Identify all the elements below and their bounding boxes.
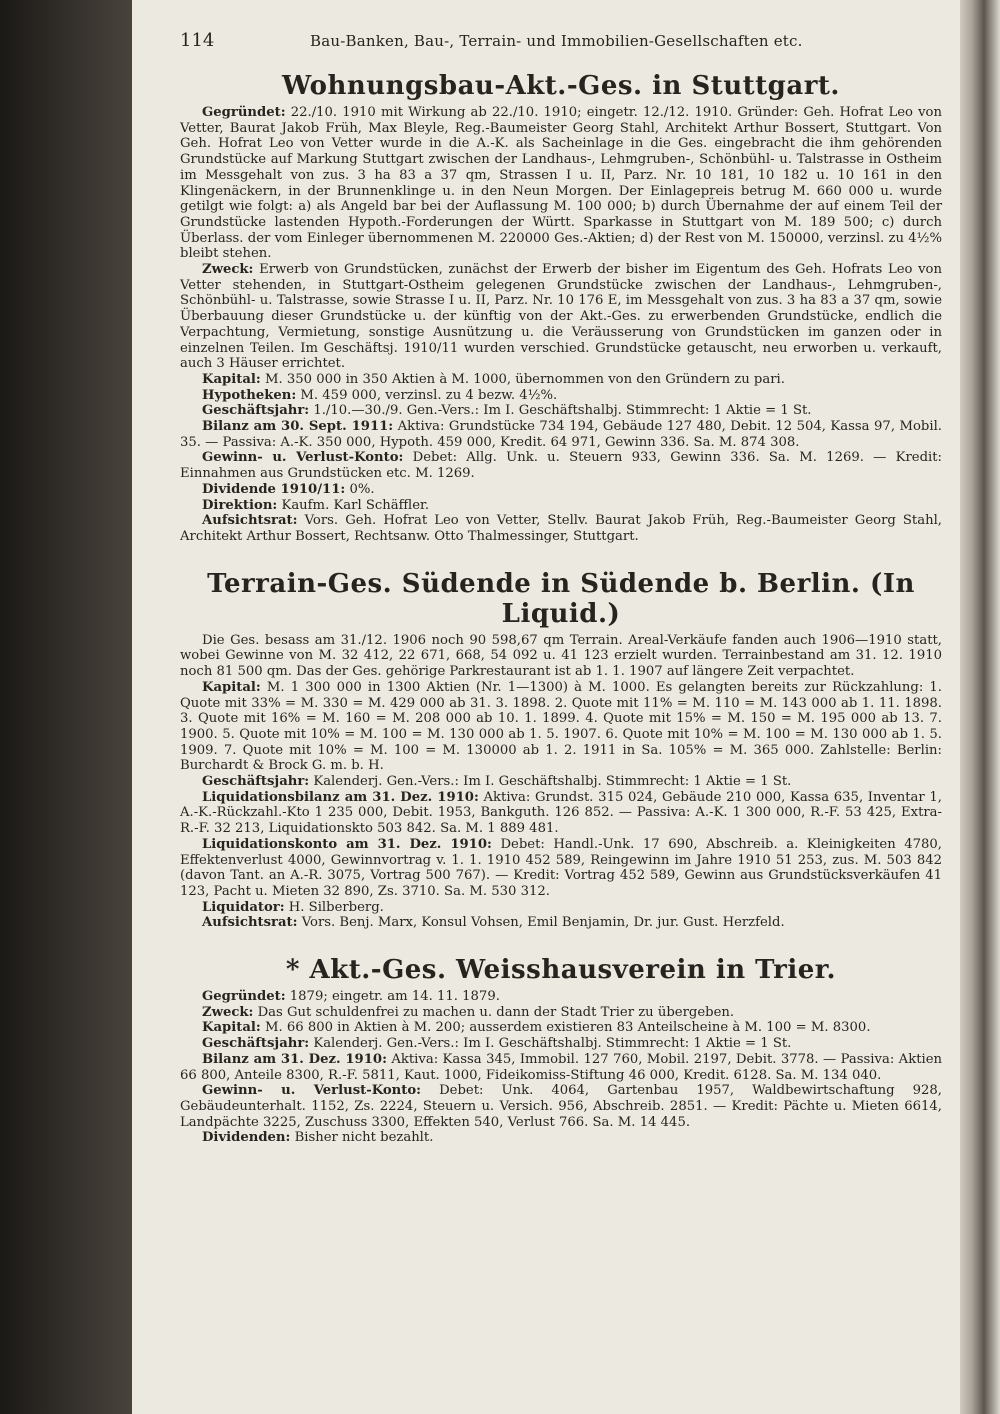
field-label: Bilanz am 30. Sept. 1911: <box>202 419 394 435</box>
field-label: Gewinn- u. Verlust-Konto: <box>202 1083 422 1099</box>
entry-paragraph <box>180 1083 942 1130</box>
company-title: Terrain-Ges. Südende in Südende b. Berlin. (In Liquid.) <box>207 568 915 629</box>
entry-paragraph <box>180 1036 942 1052</box>
facing-page-edge <box>960 0 1000 1414</box>
book-binding <box>0 0 132 1414</box>
field-text: 0%. <box>345 481 375 497</box>
field-text: Aktiva: Grundst. 315 024, Gebäude 210 000, Kassa 635, Inventar 1, A.-K.-Rückzahl.-Kto 1 235 000, Debit. 1953, Bankguth. 126 852. — Passiva: A.-K. 1 300 000, R.-F. 53 425, Extra-R.-F. 32 213, Liquidationskto 503 842. Sa. M. 1 889 481. <box>180 789 942 837</box>
page-content <box>180 30 942 1170</box>
field-text: 22./10. 1910 mit Wirkung ab 22./10. 1910; eingetr. 12./12. 1910. Gründer: Geh. Hofrat Leo von Vetter, Baurat Jakob Früh, Max Bleyle, Reg.-Baumeister Georg Stahl, Architekt Arthur Bossert, Stuttgart. Von Geh. Hofrat Leo von Vetter wurde in die A.-K. als Sacheinlage in die Ges. eingebracht die ihm gehörenden Grundstücke auf Markung Stuttgart zwischen der Landhaus-, Lehmgruben-, Schönbühl- u. Talstrasse in Ostheim im Messgehalt von zus. 3 ha 83 a 37 qm, Strassen I u. II, Parz. Nr. 10 181, 10 182 u. 10 161 in den Klingenäckern, in der Brunnenklinge u. in den Neun Morgen. Der Einlagepreis betrug M. 660 000 u. wurde getilgt wie folgt: a) als Angeld bar bei der Auflassung M. 100 000; b) durch Übernahme der auf einem Teil der Grundstücke lastenden Hypoth.-Forderungen der Württ. Sparkasse in Stuttgart von M. 189 500; c) durch Überlass. der vom Einleger übernommenen M. 220000 Ges.-Aktien; d) der Rest von M. 150000, verzinsl. zu 4½% bleibt stehen. <box>180 105 942 262</box>
field-text: Aktiva: Grundstücke 734 194, Gebäude 127 480, Debit. 12 504, Kassa 97, Mobil. 35. — Passiva: A.-K. 350 000, Hypoth. 459 000, Kredit. 64 971, Gewinn 336. Sa. M. 874 308. <box>180 419 943 450</box>
entry-paragraph <box>180 1020 942 1036</box>
field-label: Kapital: <box>202 371 261 387</box>
field-text: Aktiva: Kassa 345, Immobil. 127 760, Mobil. 2197, Debit. 3778. — Passiva: Aktien 66 800, Anteile 8300, R.-F. 5811, Kaut. 1000, Fideikomiss-Stiftung 46 000, Kredit. 6128. Sa. M. 134 040. <box>180 1051 943 1083</box>
entry-paragraph <box>180 482 942 498</box>
field-label: Gegründet: <box>202 105 286 120</box>
entry-paragraph <box>180 900 942 916</box>
entry-paragraph <box>180 1130 942 1146</box>
field-text: Das Gut schuldenfrei zu machen u. dann der Stadt Trier zu übergeben. <box>253 1004 735 1020</box>
entry-paragraph <box>180 388 942 404</box>
company-entry <box>180 569 942 931</box>
field-text: 1879; eingetr. am 14. 11. 1879. <box>285 989 500 1005</box>
entry-paragraph <box>180 633 942 680</box>
field-label: Bilanz am 31. Dez. 1910: <box>202 1051 387 1067</box>
field-text: Kalenderj. Gen.-Vers.: Im I. Geschäftshalbj. Stimmrecht: 1 Aktie = 1 St. <box>309 774 792 790</box>
book-page <box>132 0 960 1414</box>
field-text: Vors. Benj. Marx, Konsul Vohsen, Emil Benjamin, Dr. jur. Gust. Herzfeld. <box>297 915 785 931</box>
field-label: Geschäftsjahr: <box>202 403 310 419</box>
field-label: Liquidationskonto am 31. Dez. 1910: <box>202 836 492 852</box>
entry-paragraph <box>180 989 942 1005</box>
field-text: Erwerb von Grundstücken, zunächst der Erwerb der bisher im Eigentum des Geh. Hofrats Leo von Vetter stehenden, in Stuttgart-Ostheim gelegenen Grundstücke zwischen der Landhaus-, Lehmgruben-, Schönbühl- u. Talstrasse, sowie Strasse I u. II, Parz. Nr. 10 176 E, im Messgehalt von zus. 3 ha 83 a 37 qm, sowie Überbauung dieser Grundstücke u. der künftig von der Akt.-Ges. zu erwerbenden Grundstücke, endlich die Verpachtung, Vermietung, sonstige Ausnützung u. die Veräusserung von Grundstücken im ganzen oder in einzelnen Teilen. Im Geschäftsj. 1910/11 wurden verschied. Grundstücke getauscht, neu erworben u. verkauft, auch 3 Häuser errichtet. <box>180 262 942 372</box>
entry-paragraph <box>180 680 942 774</box>
entry-paragraph <box>180 450 942 481</box>
running-head-title: Bau-Banken, Bau-, Terrain- und Immobilien-Gesellschaften etc. <box>310 32 803 50</box>
field-text: Vors. Geh. Hofrat Leo von Vetter, Stellv. Baurat Jakob Früh, Reg.-Baumeister Georg Stahl, Architekt Arthur Bossert, Rechtsanw. Otto Thalmessinger, Stuttgart. <box>180 513 942 544</box>
entry-paragraph <box>180 403 942 419</box>
entry-paragraph <box>180 915 942 931</box>
field-label: Gegründet: <box>202 989 286 1005</box>
field-label: Aufsichtsrat: <box>202 513 298 529</box>
company-title: * Akt.-Ges. Weisshausverein in Trier. <box>285 955 837 986</box>
entry-paragraph <box>180 262 942 372</box>
entry-paragraph <box>180 105 942 262</box>
field-label: Dividenden: <box>202 1130 291 1146</box>
field-label: Liquidationsbilanz am 31. Dez. 1910: <box>202 789 479 805</box>
field-text: H. Silberberg. <box>284 899 384 915</box>
entry-paragraph <box>180 1052 942 1083</box>
entry-paragraph <box>180 837 942 900</box>
field-text: Bisher nicht bezahlt. <box>290 1130 434 1146</box>
entry-paragraph <box>180 498 942 514</box>
company-entry <box>180 71 942 545</box>
field-label: Aufsichtsrat: <box>202 915 298 931</box>
field-label: Geschäftsjahr: <box>202 774 310 790</box>
page-number: 114 <box>180 30 215 51</box>
field-text: Kalenderj. Gen.-Vers.: Im I. Geschäftshalbj. Stimmrecht: 1 Aktie = 1 St. <box>309 1036 792 1052</box>
field-label: Geschäftsjahr: <box>202 1036 310 1052</box>
field-text: Debet: Handl.-Unk. 17 690, Abschreib. a. Kleinigkeiten 4780, Effektenverlust 4000, Gewinnvortrag v. 1. 1. 1910 452 589, Reingewinn im Jahre 1910 51 253, zus. M. 503 842 (davon Tant. an A.-R. 3075, Vortrag 500 767). — Kredit: Vortrag 452 589, Gewinn aus Grundstücksverkäufen 41 123, Pacht u. Mieten 32 890, Zs. 3710. Sa. M. 530 312. <box>180 836 943 899</box>
entry-paragraph <box>180 774 942 790</box>
entry-paragraph <box>180 513 942 544</box>
field-text: Debet: Unk. 4064, Gartenbau 1957, Waldbewirtschaftung 928, Gebäudeunterhalt. 1152, Zs. 2224, Steuern u. Versich. 956, Abschreib. 2851. — Kredit: Pächte u. Mieten 6614, Landpächte 3225, Zuschuss 3300, Effekten 540, Verlust 766. Sa. M. 14 445. <box>180 1083 942 1130</box>
field-label: Direktion: <box>202 497 278 513</box>
field-text: M. 350 000 in 350 Aktien à M. 1000, übernommen von den Gründern zu pari. <box>260 371 785 387</box>
field-text: M. 1 300 000 in 1300 Aktien (Nr. 1—1300) à M. 1000. Es gelangten bereits zur Rückzahlung: 1. Quote mit 33% = M. 330 = M. 429 000 ab 31. 3. 1898. 2. Quote mit 11% = M. 110 = M. 143 000 ab 1. 11. 1898. 3. Quote mit 16% = M. 160 = M. 208 000 ab 10. 1. 1899. 4. Quote mit 15% = M. 150 = M. 195 000 ab 13. 7. 1900. 5. Quote mit 10% = M. 100 = M. 130 000 ab 1. 5. 1907. 6. Quote mit 10% = M. 100 = M. 130 000 ab 1. 5. 1909. 7. Quote mit 10% = M. 100 = M. 130000 ab 1. 2. 1911 in Sa. 105% = M. 365 000. Zahlstelle: Berlin: Burchardt & Brock G. m. b. H. <box>180 679 942 774</box>
company-title: Wohnungsbau-Akt.-Ges. in Stuttgart. <box>282 71 840 101</box>
field-text: 1./10.—30./9. Gen.-Vers.: Im I. Geschäftshalbj. Stimmrecht: 1 Aktie = 1 St. <box>309 403 812 419</box>
running-header <box>180 30 942 51</box>
field-label: Zweck: <box>202 262 254 278</box>
company-entry <box>180 955 942 1146</box>
field-text: Die Ges. besass am 31./12. 1906 noch 90 598,67 qm Terrain. Areal-Verkäufe fanden auch 1906—1910 statt, wobei Gewinne von M. 32 412, 22 671, 668, 54 092 u. 41 123 erzielt wurden. Terrainbestand am 31. 12. 1910 noch 81 500 qm. Das der Ges. gehörige Parkrestaurant ist ab 1. 1. 1907 auf längere Zeit verpachtet. <box>180 632 942 680</box>
field-text: M. 66 800 in Aktien à M. 200; ausserdem existieren 83 Anteilscheine à M. 100 = M. 8300. <box>260 1020 871 1036</box>
field-label: Gewinn- u. Verlust-Konto: <box>202 450 404 466</box>
entry-paragraph <box>180 372 942 388</box>
field-label: Kapital: <box>202 1020 261 1036</box>
entry-paragraph <box>180 419 942 450</box>
field-label: Dividende 1910/11: <box>202 481 346 497</box>
field-text: M. 459 000, verzinsl. zu 4 bezw. 4½%. <box>296 387 558 403</box>
field-label: Liquidator: <box>202 899 285 915</box>
field-text: Kaufm. Karl Schäffler. <box>277 497 430 513</box>
entry-paragraph <box>180 790 942 837</box>
field-text: Debet: Allg. Unk. u. Steuern 933, Gewinn 336. Sa. M. 1269. — Kredit: Einnahmen aus Grundstücken etc. M. 1269. <box>180 450 942 482</box>
field-label: Kapital: <box>202 679 261 695</box>
entry-paragraph <box>180 1005 942 1021</box>
field-label: Zweck: <box>202 1004 254 1020</box>
field-label: Hypotheken: <box>202 387 297 403</box>
